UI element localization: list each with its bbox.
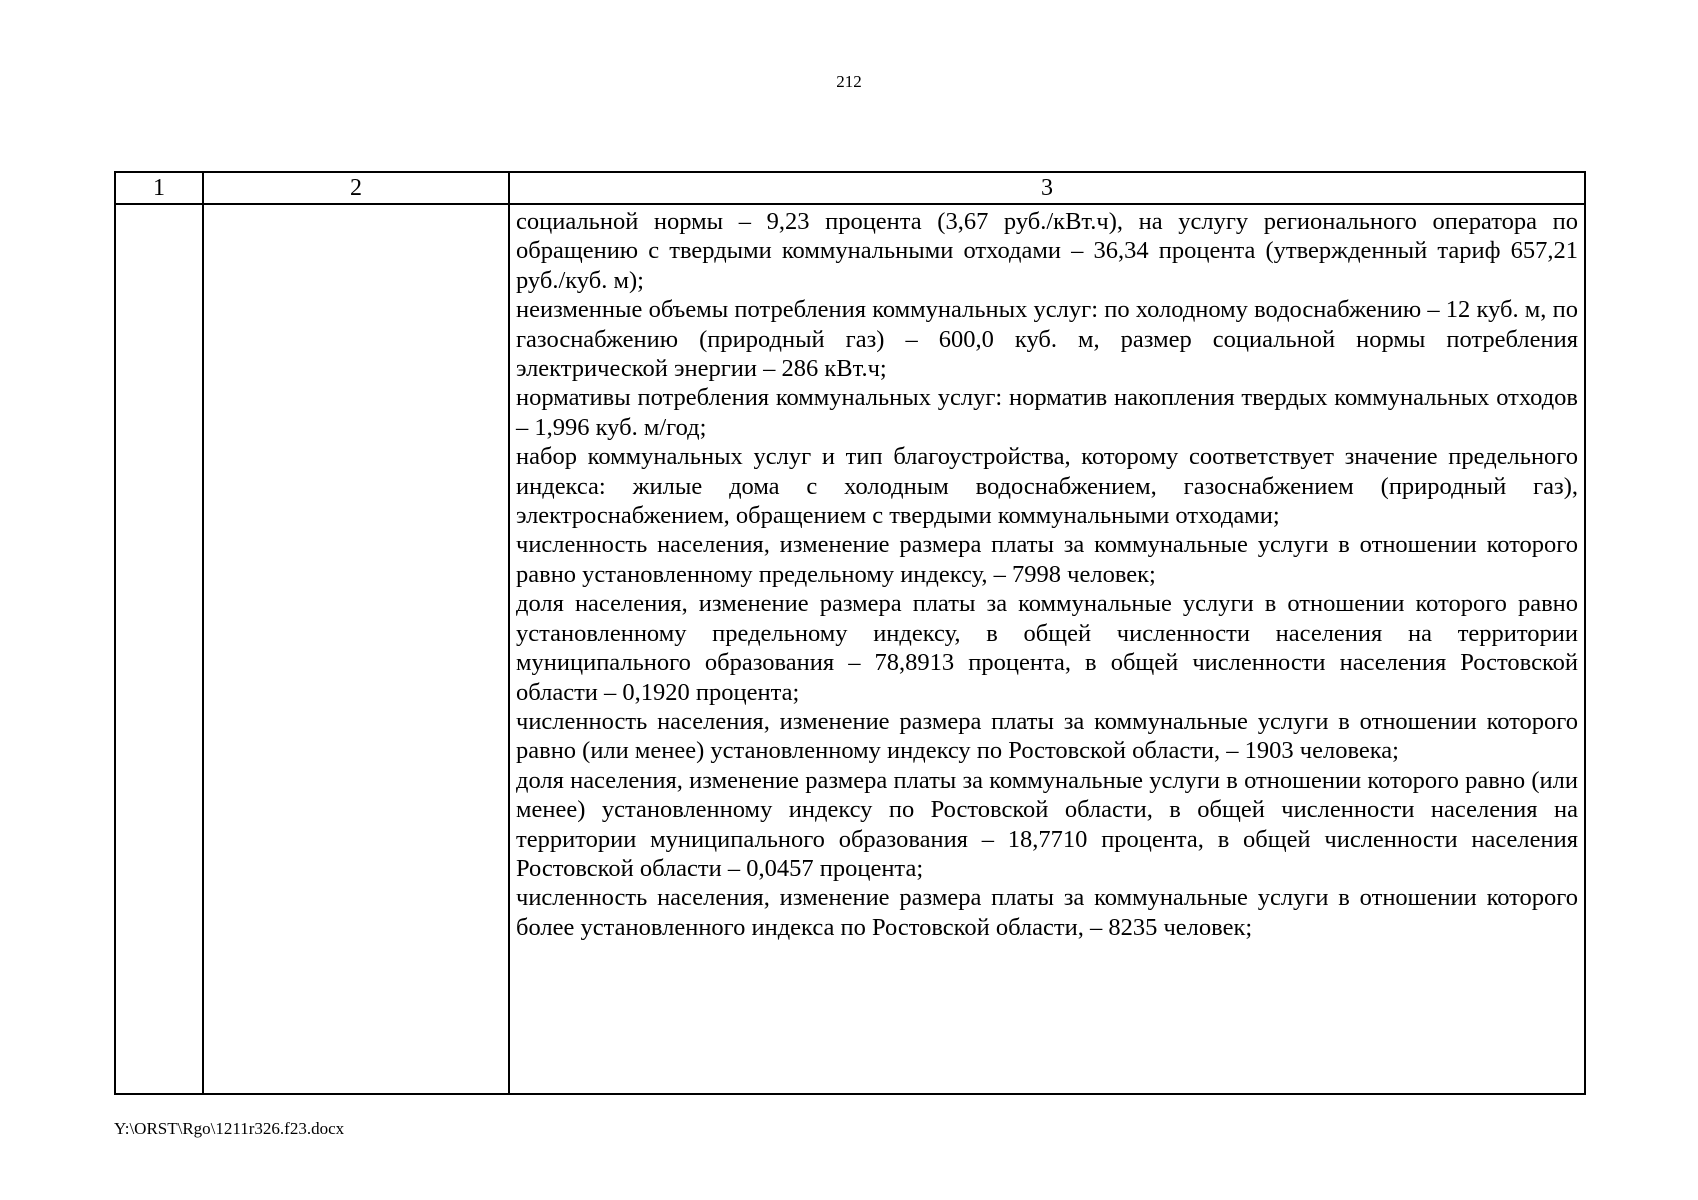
- row-cell-col1: [115, 204, 203, 1094]
- paragraph: численность населения, изменение размера платы за коммунальные услуги в отношении которого равно установленному предельному индексу, – 7998 человек;: [516, 531, 1578, 588]
- paragraph: численность населения, изменение размера платы за коммунальные услуги в отношении которого равно (или менее) установленному индексу по Ростовской области, – 1903 человека;: [516, 707, 1578, 765]
- paragraph: численность населения, изменение размера платы за коммунальные услуги в отношении которого более установленного индекса по Ростовской области, – 8235 человек;: [516, 884, 1578, 941]
- document-table: [114, 171, 1586, 1095]
- table-header-row: [115, 172, 1585, 204]
- row-cell-col2: [203, 204, 509, 1094]
- column-header-1: 1: [115, 172, 203, 204]
- column-header-2: 2: [203, 172, 509, 204]
- paragraph: неизменные объемы потребления коммунальных услуг: по холодному водоснабжению – 12 куб. м, по газоснабжению (природный газ) – 600,0 куб. м, размер социальной нормы потребления электрической энергии – 286 кВт.ч;: [516, 296, 1578, 383]
- column-header-3: 3: [509, 172, 1585, 204]
- paragraph: социальной нормы – 9,23 процента (3,67 руб./кВт.ч), на услугу регионального оператора по обращению с твердыми коммунальными отходами – 36,34 процента (утвержденный тариф 657,21 руб./куб. м);: [516, 208, 1578, 294]
- page-number: 212: [836, 72, 862, 91]
- paragraph: нормативы потребления коммунальных услуг: норматив накопления твердых коммунальных отходов – 1,996 куб. м/год;: [516, 384, 1578, 441]
- paragraph: набор коммунальных услуг и тип благоустройства, которому соответствует значение предельного индекса: жилые дома с холодным водоснабжением, газоснабжением (природный газ), электроснабжением, обращением с твердыми коммунальными отходами;: [516, 443, 1578, 530]
- footer-file-path: Y:\ORST\Rgo\1211r326.f23.docx: [114, 1119, 345, 1138]
- paragraph: доля населения, изменение размера платы за коммунальные услуги в отношении которого равно установленному предельному индексу, в общей численности населения на территории муниципального образования – 78,8913 процента, в общей численности населения Ростовской области – 0,1920 процента;: [516, 590, 1578, 706]
- row-cell-col3: [509, 204, 1585, 1094]
- table-row: [115, 204, 1585, 1094]
- paragraph: доля населения, изменение размера платы за коммунальные услуги в отношении которого равно (или менее) установленному индексу по Ростовской области, в общей численности населения на территории муниципального образования – 18,7710 процента, в общей численности населения Ростовской области – 0,0457 процента;: [516, 766, 1578, 882]
